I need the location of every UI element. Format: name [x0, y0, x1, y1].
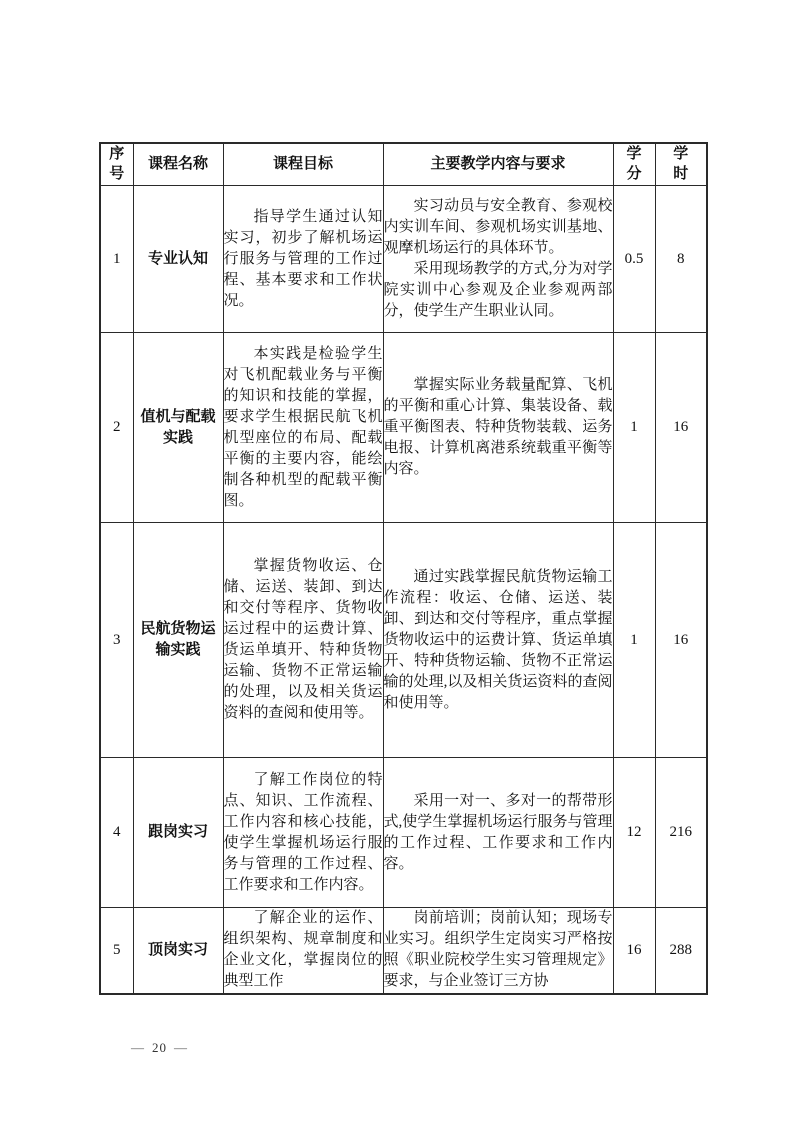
footer-left-dash: —	[131, 1040, 145, 1055]
cell-course-name: 顶岗实习	[133, 908, 223, 995]
cell-serial: 2	[100, 333, 133, 523]
content-paragraph: 掌握实际业务载量配算、飞机的平衡和重心计算、集装设备、载重平衡图表、特种货物装载、运务电报、计算机离港系统载重平衡等内容。	[383, 377, 613, 478]
cell-objective	[223, 523, 383, 758]
content-paragraph: 采用一对一、多对一的帮带形式,使学生掌握机场运行服务与管理的工作过程、工作要求和工作内容。	[383, 792, 613, 872]
content-paragraph: 实习动员与安全教育、参观校内实训车间、参观机场实训基地、观摩机场运行的具体环节。	[383, 198, 613, 257]
cell-objective	[223, 333, 383, 523]
cell-serial: 4	[100, 758, 133, 908]
cell-credits: 1	[613, 333, 655, 523]
content-paragraph: 岗前培训；岗前认知；现场专业实习。组织学生定岗实习严格按照《职业院校学生实习管理规定》要求，与企业签订三方协	[383, 910, 613, 990]
header-course-objective-label: 课程目标	[272, 156, 333, 173]
footer-right-dash: —	[174, 1040, 188, 1055]
objective-paragraph: 指导学生通过认知实习，初步了解机场运行服务与管理的工作过程、基本要求和工作状况。	[223, 208, 383, 309]
cell-course-name: 民航货物运输实践	[133, 523, 223, 758]
table-header-row	[100, 143, 707, 186]
header-course-objective	[223, 143, 383, 186]
table-row	[100, 186, 707, 333]
objective-paragraph: 本实践是检验学生对飞机配载业务与平衡的知识和技能的掌握，要求学生根据民航飞机机型座位的布局、配载平衡的主要内容，能绘制各种机型的配载平衡图。	[223, 345, 383, 509]
header-credits-label: 学分	[626, 146, 642, 183]
cell-objective	[223, 186, 383, 333]
cell-content	[383, 333, 613, 523]
page-footer	[124, 1040, 195, 1056]
table-row	[100, 523, 707, 758]
clipped-text-region	[224, 908, 383, 993]
table-row	[100, 333, 707, 523]
cell-credits: 16	[613, 908, 655, 995]
header-course-name-label: 课程名称	[147, 156, 208, 173]
clipped-text-region	[384, 908, 613, 993]
course-table	[99, 142, 708, 995]
header-serial-number-label: 序号	[109, 146, 125, 183]
cell-course-name: 专业认知	[133, 186, 223, 333]
cell-course-name: 跟岗实习	[133, 758, 223, 908]
cell-hours: 216	[655, 758, 707, 908]
cell-hours: 16	[655, 523, 707, 758]
cell-content	[383, 758, 613, 908]
header-credits	[613, 143, 655, 186]
table-row	[100, 908, 707, 995]
cell-serial: 5	[100, 908, 133, 995]
objective-paragraph: 掌握货物收运、仓储、运送、装卸、到达和交付等程序、货物收运过程中的运费计算、货运单填开、特种货物运输、货物不正常运输的处理，以及相关货运资料的查阅和使用等。	[223, 558, 383, 722]
cell-credits: 12	[613, 758, 655, 908]
header-hours	[655, 143, 707, 186]
header-hours-label: 学时	[673, 146, 689, 183]
cell-content	[383, 186, 613, 333]
content-paragraph: 通过实践掌握民航货物运输工作流程：收运、仓储、运送、装卸、到达和交付等程序，重点掌握货物收运中的运费计算、货运单填开、特种货物运输、货物不正常运输的处理,以及相关货运资料的查阅和使用等。	[383, 568, 613, 711]
objective-paragraph: 了解企业的运作、组织架构、规章制度和企业文化，掌握岗位的典型工作	[223, 910, 383, 990]
cell-content	[383, 908, 613, 995]
cell-hours: 288	[655, 908, 707, 995]
content-paragraph: 采用现场教学的方式,分为对学院实训中心参观及企业参观两部分，使学生产生职业认同。	[383, 261, 613, 320]
cell-credits: 0.5	[613, 186, 655, 333]
objective-paragraph: 了解工作岗位的特点、知识、工作流程、工作内容和核心技能，使学生掌握机场运行服务与管理的工作过程、工作要求和工作内容。	[223, 771, 383, 893]
cell-hours: 8	[655, 186, 707, 333]
page-number: 20	[152, 1040, 167, 1055]
cell-content	[383, 523, 613, 758]
cell-objective	[223, 758, 383, 908]
header-course-name	[133, 143, 223, 186]
header-teaching-content-label: 主要教学内容与要求	[430, 156, 566, 173]
header-serial-number	[100, 143, 133, 186]
cell-objective	[223, 908, 383, 995]
cell-credits: 1	[613, 523, 655, 758]
cell-course-name: 值机与配载实践	[133, 333, 223, 523]
cell-hours: 16	[655, 333, 707, 523]
table-row	[100, 758, 707, 908]
header-teaching-content	[383, 143, 613, 186]
cell-serial: 1	[100, 186, 133, 333]
cell-serial: 3	[100, 523, 133, 758]
